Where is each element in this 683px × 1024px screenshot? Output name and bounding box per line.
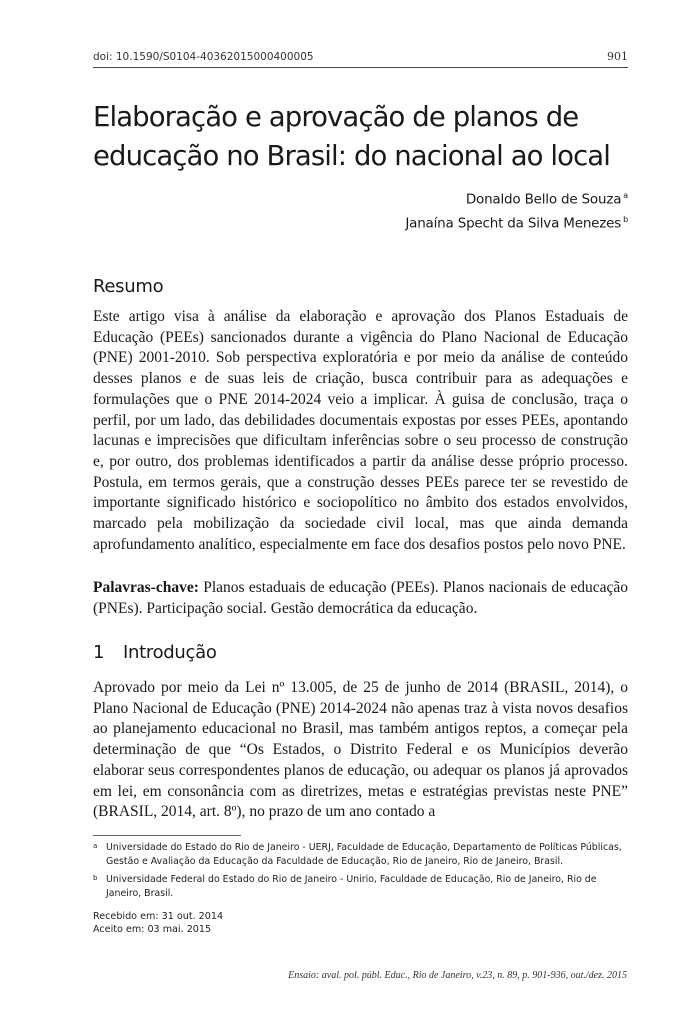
footnote-mark: b xyxy=(93,874,98,882)
affiliation-mark[interactable]: b xyxy=(623,214,628,224)
footnote-mark: a xyxy=(93,842,98,850)
footnote-b xyxy=(93,873,628,901)
keywords-label: Palavras-chave: xyxy=(93,579,199,596)
abstract-text: Este artigo visa à análise da elaboração e aprovação dos Planos Estaduais de Educação (PEEs) sancionados durante a vigência do Plano Nacional de Educação (PNE) 2001-2010. Sob perspectiva exploratória e por meio da análise de conteúdo desses planos e de suas leis de criação, busca contribuir para as adequações e formulações que o PNE 2014-2024 veio a implicar. À guisa de conclusão, traça o perfil, por um lado, das debilidades documentais expostas por esses PEEs, apontando lacunas e imprecisões que dificultam inferências sobre o seu processo de construção e, por outro, dos problemas identificados a partir da análise desse próprio processo. Postula, em termos gerais, que a construção desses PEEs parece ter se revestido de importante significado histórico e sociopolítico no âmbito dos estados envolvidos, marcado pela mobilização da sociedade civil local, mas que ainda demanda aprofundamento analítico, especialmente em face dos desafios postos pelo novo PNE. xyxy=(93,308,628,553)
running-header xyxy=(93,50,628,66)
submission-dates xyxy=(93,910,223,936)
introduction-text: Aprovado por meio da Lei nº 13.005, de 25 de junho de 2014 (BRASIL, 2014), o Plano Nacional de Educação (PNE) 2014-2024 não apenas traz à vista novos desafios ao planejamento educacional no Brasil, mas também antigos reptos, a começar pela determinação de que “Os Estados, o Distrito Federal e os Municípios deverão elaborar seus correspondentes planos de educação, ou adequar os planos já aprovados em lei, em consonância com as diretrizes, metas e estratégias previstas neste PNE” (BRASIL, 2014, art. 8º), no prazo de um ano contado a xyxy=(93,679,628,821)
affiliation-mark[interactable]: a xyxy=(623,191,628,200)
footnote-text: Universidade Federal do Estado do Rio de Janeiro - Unirio, Faculdade de Educação, Rio de Janeiro, Rio de Janeiro, Brasil. xyxy=(106,874,597,899)
footnote-text: Universidade do Estado do Rio de Janeiro - UERJ, Faculdade de Educação, Departamento de Políticas Públicas, Gestão e Avaliação da Educação da Faculdade de Educação, Rio de Janeiro, Rio de Janeiro, Brasil. xyxy=(106,842,622,867)
author-name: Donaldo Bello de Souza xyxy=(465,191,622,208)
footnotes xyxy=(93,841,628,905)
footnote-divider xyxy=(93,835,241,836)
article-title: Elaboração e aprovação de planos de educação no Brasil: do nacional ao local xyxy=(93,101,610,172)
author-list xyxy=(405,186,628,233)
header-divider xyxy=(93,67,628,68)
section-title: Introdução xyxy=(123,642,217,663)
journal-citation-footer: Ensaio: aval. pol. públ. Educ., Rio de Janeiro, v.23, n. 89, p. 901-936, out./dez. 2015 xyxy=(288,970,627,981)
keywords xyxy=(93,578,628,619)
abstract-heading: Resumo xyxy=(93,276,164,297)
section-number: 1 xyxy=(93,642,105,663)
section-heading-introduction xyxy=(93,642,217,663)
received-date: Recebido em: 31 out. 2014 xyxy=(93,911,224,922)
accepted-date: Aceito em: 03 mai. 2015 xyxy=(93,924,212,935)
keywords-text: Planos estaduais de educação (PEEs). Planos nacionais de educação (PNEs). Participação social. Gestão democrática da educação. xyxy=(93,579,629,617)
footnote-a xyxy=(93,841,628,869)
doi-link[interactable]: doi: 10.1590/S0104-40362015000400005 xyxy=(93,51,314,63)
page-number: 901 xyxy=(607,50,628,63)
author-2 xyxy=(405,210,628,234)
author-1 xyxy=(405,186,628,210)
author-name: Janaína Specht da Silva Menezes xyxy=(405,215,622,231)
